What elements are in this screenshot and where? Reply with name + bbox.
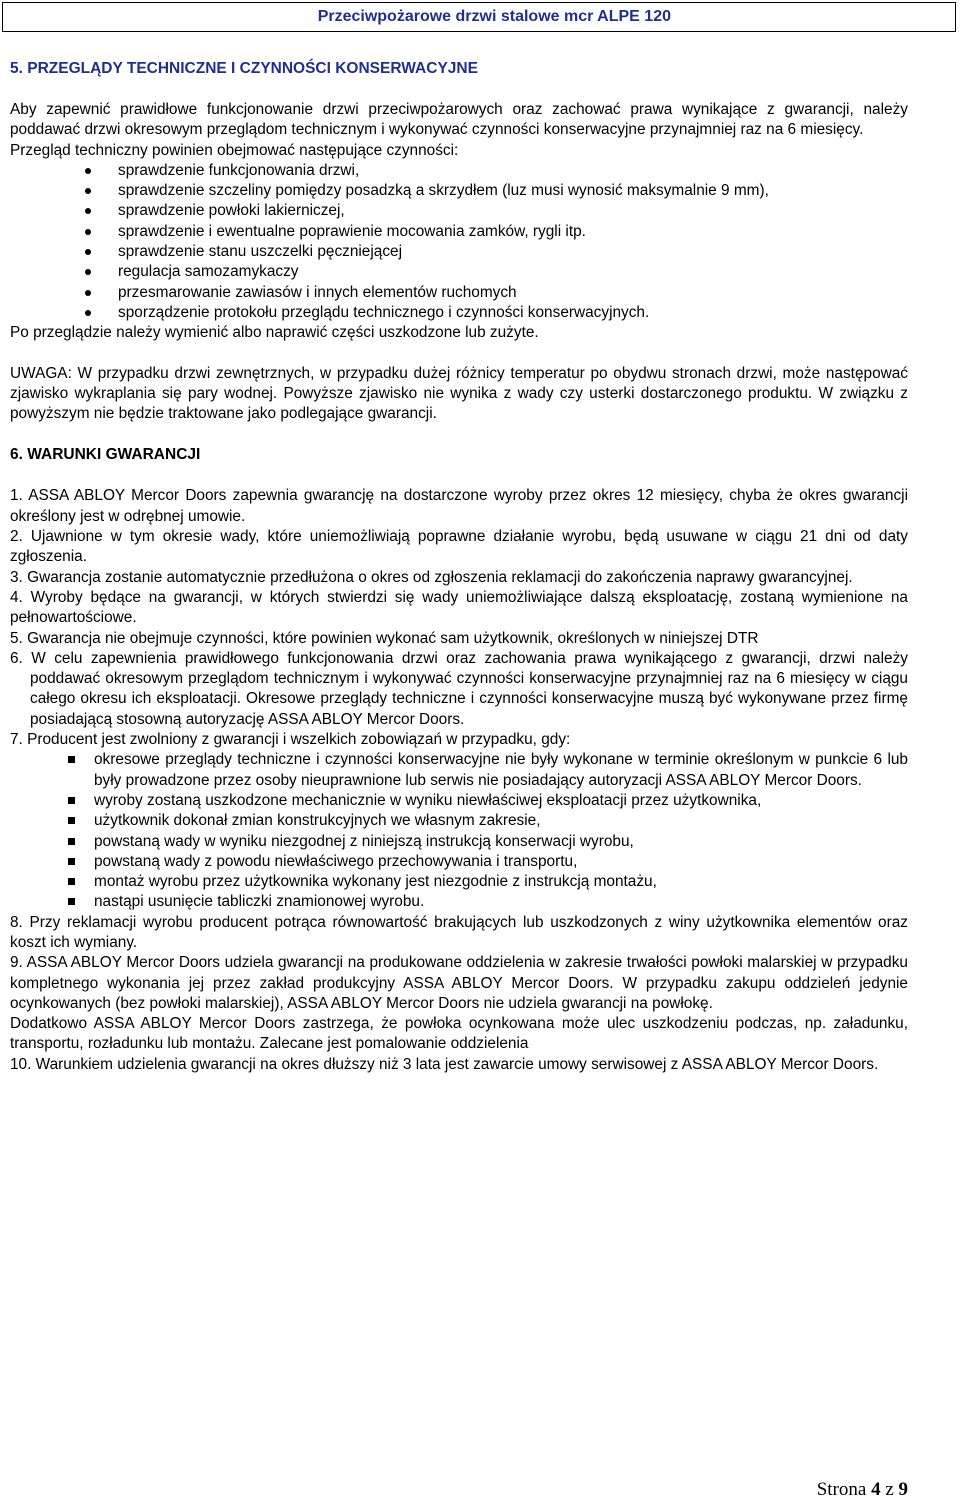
page-header — [2, 2, 956, 32]
warranty-point-5: 5. Gwarancja nie obejmuje czynności, które powinien wykonać sam użytkownik, określonych w niniejszej DTR — [10, 629, 759, 647]
list-item: powstaną wady w wyniku niezgodnej z niniejszą instrukcją konserwacji wyrobu, — [10, 832, 908, 852]
inspection-list — [10, 161, 908, 323]
warranty-point-8: 8. Przy reklamacji wyrobu producent potrąca równowartość brakujących lub uszkodzonych z winy użytkownika elementów oraz koszt ich wymiany. — [10, 913, 908, 951]
list-item: wyroby zostaną uszkodzone mechanicznie w wyniku niewłaściwej eksploatacji przez użytkownika, — [10, 791, 908, 811]
list-item: sprawdzenie stanu uszczelki pęczniejącej — [10, 242, 908, 262]
list-item: sprawdzenie i ewentualne poprawienie mocowania zamków, rygli itp. — [10, 222, 908, 242]
warranty-point-9-addendum: Dodatkowo ASSA ABLOY Mercor Doors zastrzega, że powłoka ocynkowana może ulec uszkodzeniu podczas, np. załadunku, transportu, rozładunku lub montażu. Zalecane jest pomalowanie oddzielenia — [10, 1015, 908, 1053]
warranty-point-4: 4. Wyroby będące na gwarancji, w których stwierdzi się wady uniemożliwiające dalszą eksploatację, zostaną wymienione na pełnowartościowe. — [10, 588, 908, 627]
list-item: okresowe przeglądy techniczne i czynności konserwacyjne nie były wykonane w terminie określonym w punkcie 6 lub były prowadzone przez osoby nieuprawnione lub serwis nie posiadający autoryzacji ASSA ABLOY Mercor Doors. — [10, 750, 908, 791]
list-item: sprawdzenie powłoki lakierniczej, — [10, 201, 908, 221]
exclusions-list — [10, 750, 908, 912]
list-item: powstaną wady z powodu niewłaściwego przechowywania i transportu, — [10, 852, 908, 872]
list-item: sprawdzenie szczeliny pomiędzy posadzką a skrzydłem (luz musi wynosić maksymalnie 9 mm), — [10, 181, 908, 201]
warranty-point-10: 10. Warunkiem udzielenia gwarancji na okres dłuższy niż 3 lata jest zawarcie umowy serwisowej z ASSA ABLOY Mercor Doors. — [10, 1055, 879, 1073]
current-page: 4 — [871, 1479, 881, 1500]
warranty-point-9: 9. ASSA ABLOY Mercor Doors udziela gwarancji na produkowane oddzielenia w zakresie trwałości powłoki malarskiej w przypadku kompletnego wykonania jej przez zakład produkcyjny ASSA ABLOY Mercor Doors. W przypadku zakupu oddzieleń jedynie ocynkowanych (bez powłoki malarskiej), ASSA ABLOY Mercor Doors nie udziela gwarancji na powłokę. — [10, 954, 908, 1012]
section-5-intro: Aby zapewnić prawidłowe funkcjonowanie drzwi przeciwpożarowych oraz zachować prawa wynikające z gwarancji, należy poddawać drzwi okresowym przeglądom technicznym i wykonywać czynności konserwacyjne przynajmniej raz na 6 miesięcy. — [10, 101, 908, 139]
list-item: nastąpi usunięcie tabliczki znamionowej wyrobu. — [10, 892, 908, 912]
page-number — [817, 1479, 908, 1501]
page-label: Strona — [816, 1479, 867, 1500]
list-item: przesmarowanie zawiasów i innych elementów ruchomych — [10, 283, 908, 303]
page-content — [10, 58, 908, 1075]
list-item: regulacja samozamykaczy — [10, 262, 908, 282]
list-item: sporządzenie protokołu przeglądu technicznego i czynności konserwacyjnych. — [10, 303, 908, 323]
document-title: Przeciwpożarowe drzwi stalowe mcr ALPE 120 — [317, 8, 671, 25]
inspection-list-intro: Przegląd techniczny powinien obejmować następujące czynności: — [10, 141, 459, 159]
page-of: z — [885, 1479, 894, 1500]
section-5-heading: 5. PRZEGLĄDY TECHNICZNE I CZYNNOŚCI KONSERWACYJNE — [10, 60, 478, 77]
total-pages: 9 — [898, 1479, 908, 1500]
section-6-heading: 6. WARUNKI GWARANCJI — [10, 446, 201, 464]
warranty-point-1: 1. ASSA ABLOY Mercor Doors zapewnia gwarancję na dostarczone wyroby przez okres 12 miesięcy, chyba że okres gwarancji określony jest w odrębnej umowie. — [10, 487, 908, 525]
list-item: sprawdzenie funkcjonowania drzwi, — [10, 161, 908, 181]
after-inspection-note: Po przeglądzie należy wymienić albo naprawić części uszkodzone lub zużyte. — [10, 324, 539, 342]
warranty-point-7: 7. Producent jest zwolniony z gwarancji i wszelkich zobowiązań w przypadku, gdy: — [10, 731, 571, 749]
warning-paragraph: UWAGA: W przypadku drzwi zewnętrznych, w przypadku dużej różnicy temperatur po obydwu stronach drzwi, może następować zjawisko wykraplania się pary wodnej. Powyższe zjawisko nie wynika z wady czy usterki dostarczonego produktu. W związku z powyższym nie będzie traktowane jako podlegające gwarancji. — [10, 364, 908, 423]
warranty-point-3: 3. Gwarancja zostanie automatycznie przedłużona o okres od zgłoszenia reklamacji do zakończenia naprawy gwarancyjnej. — [10, 568, 853, 586]
warranty-point-6: 6. W celu zapewnienia prawidłowego funkcjonowania drzwi oraz zachowania prawa wynikającego z gwarancji, drzwi należy poddawać okresowym przeglądom technicznym i wykonywać czynności konserwacyjne przynajmniej raz na 6 miesięcy w ciągu całego okresu ich eksploatacji. Okresowe przeglądy techniczne i czynności konserwacyjne muszą być wykonywane przez firmę posiadającą stosowną autoryzację ASSA ABLOY Mercor Doors. — [10, 649, 908, 728]
list-item: użytkownik dokonał zmian konstrukcyjnych we własnym zakresie, — [10, 811, 908, 831]
warranty-point-2: 2. Ujawnione w tym okresie wady, które uniemożliwiają poprawne działanie wyrobu, będą usuwane w ciągu 21 dni od daty zgłoszenia. — [10, 528, 908, 566]
list-item: montaż wyrobu przez użytkownika wykonany jest niezgodnie z instrukcją montażu, — [10, 872, 908, 892]
